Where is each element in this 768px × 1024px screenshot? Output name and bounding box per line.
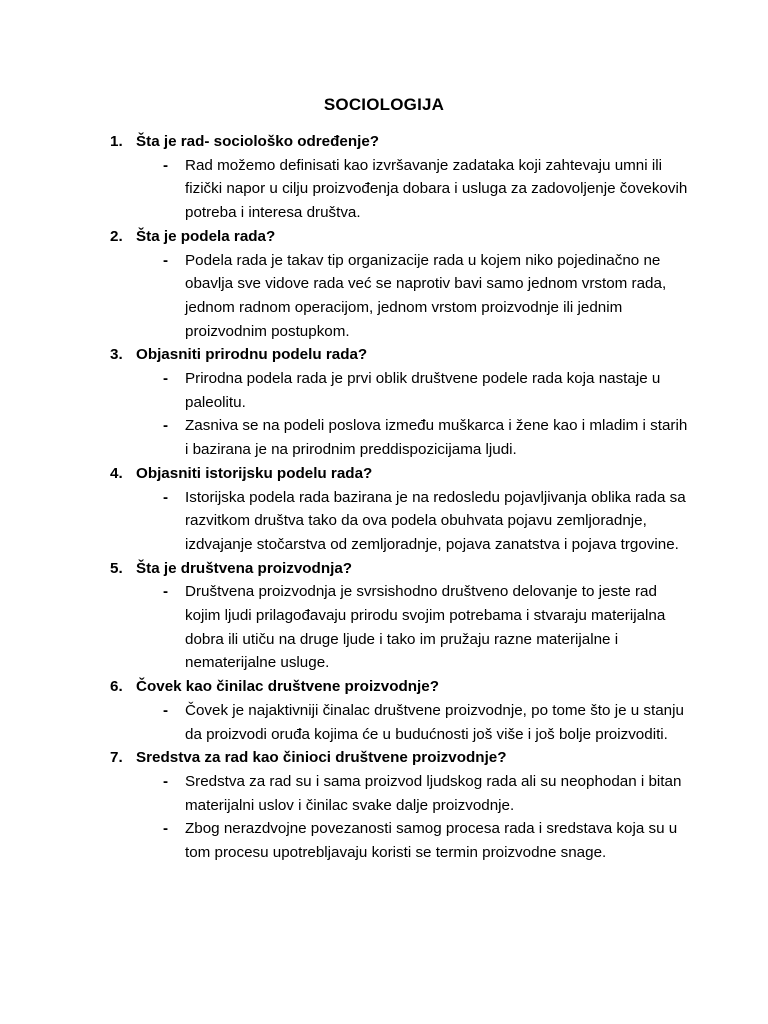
dash-bullet: - xyxy=(163,370,169,388)
answer-item xyxy=(110,414,690,461)
question-number: 7. xyxy=(110,749,123,767)
answer-item xyxy=(110,817,690,864)
question-text: Objasniti prirodnu podelu rada? xyxy=(136,346,368,364)
question-number: 6. xyxy=(110,678,123,696)
question-text: Šta je rad- sociološko određenje? xyxy=(136,133,380,150)
answer-item xyxy=(110,486,690,557)
dash-bullet: - xyxy=(163,772,169,790)
question-text: Objasniti istorijsku podelu rada? xyxy=(136,464,373,482)
answer-item xyxy=(110,249,690,344)
question-list xyxy=(110,130,690,865)
answer-text: Podela rada je takav tip organizacije rada u kojem niko pojedinačno ne obavlja sve vidove rada već se naprotiv bavi samo jednom vrstom rada, jednom radnom operacijom, jednom vrstom proizvodnje ili jednim proizvodnim postupkom. xyxy=(185,251,667,340)
dash-bullet: - xyxy=(163,251,169,269)
question-text: Šta je podela rada? xyxy=(136,227,276,245)
answer-item xyxy=(110,580,690,675)
answer-text: Prirodna podela rada je prvi oblik društvene podele rada koja nastaje u paleolitu. xyxy=(185,370,661,411)
answer-item xyxy=(110,699,690,746)
answer-text: Čovek je najaktivniji činalac društvene proizvodnje, po tome što je u stanju da proizvodi oruđa kojima će u budućnosti još više i još bolje proizvoditi. xyxy=(185,701,684,743)
question-number: 5. xyxy=(110,559,123,577)
question-text: Šta je društvena proizvodnja? xyxy=(136,559,353,577)
question-text: Čovek kao činilac društvene proizvodnje? xyxy=(136,678,439,696)
question-text: Sredstva za rad kao činioci društvene proizvodnje? xyxy=(136,749,507,767)
dash-bullet: - xyxy=(163,488,169,506)
answer-text: Zasniva se na podeli poslova između muškarca i žene kao i mladim i starih i bazirana je na prirodnim preddispozicijama ljudi. xyxy=(185,417,688,459)
answer-item xyxy=(110,367,690,414)
question-number: 2. xyxy=(110,227,123,245)
page-title: SOCIOLOGIJA xyxy=(323,95,445,114)
answer-text: Zbog nerazdvojne povezanosti samog procesa rada i sredstava koja su u tom procesu upotrebljavaju koristi se termin proizvodne snage. xyxy=(185,820,678,862)
question-7 xyxy=(110,746,690,770)
answer-text: Istorijska podela rada bazirana je na redosledu pojavljivanja oblika rada sa razvitkom društva tako da ova podela obuhvata pojavu zemljoradnje, izdvajanje stočarstva od zemljoradnje, pojava zanatstva i pojava trgovine. xyxy=(185,488,686,553)
dash-bullet: - xyxy=(163,701,169,719)
question-4 xyxy=(110,462,690,486)
question-6 xyxy=(110,675,690,699)
dash-bullet: - xyxy=(163,156,169,174)
question-2 xyxy=(110,225,690,249)
question-3 xyxy=(110,343,690,367)
answer-item xyxy=(110,154,690,225)
answer-text: Rad možemo definisati kao izvršavanje zadataka koji zahtevaju umni ili fizički napor u cilju proizvođenja dobara i usluga za zadovoljenje čovekovih potreba i interesa društva. xyxy=(185,156,688,222)
question-number: 1. xyxy=(110,133,123,150)
answer-text: Sredstva za rad su i sama proizvod ljudskog rada ali su neophodan i bitan materijalni uslov i činilac svake dalje proizvodnje. xyxy=(185,772,682,814)
dash-bullet: - xyxy=(163,820,169,838)
question-number: 4. xyxy=(110,464,123,482)
question-5 xyxy=(110,557,690,581)
dash-bullet: - xyxy=(163,583,169,601)
answer-item xyxy=(110,770,690,817)
answer-text: Društvena proizvodnja je svrsishodno društveno delovanje to jeste rad kojim ljudi prilagođavaju prirodu svojim potrebama i stvaraju materijalna dobra ili utiču na druge ljude i tako im pružaju razne materijalne i nematerijalne usluge. xyxy=(185,583,666,672)
question-number: 3. xyxy=(110,346,123,364)
dash-bullet: - xyxy=(163,417,169,435)
question-1 xyxy=(110,130,690,154)
